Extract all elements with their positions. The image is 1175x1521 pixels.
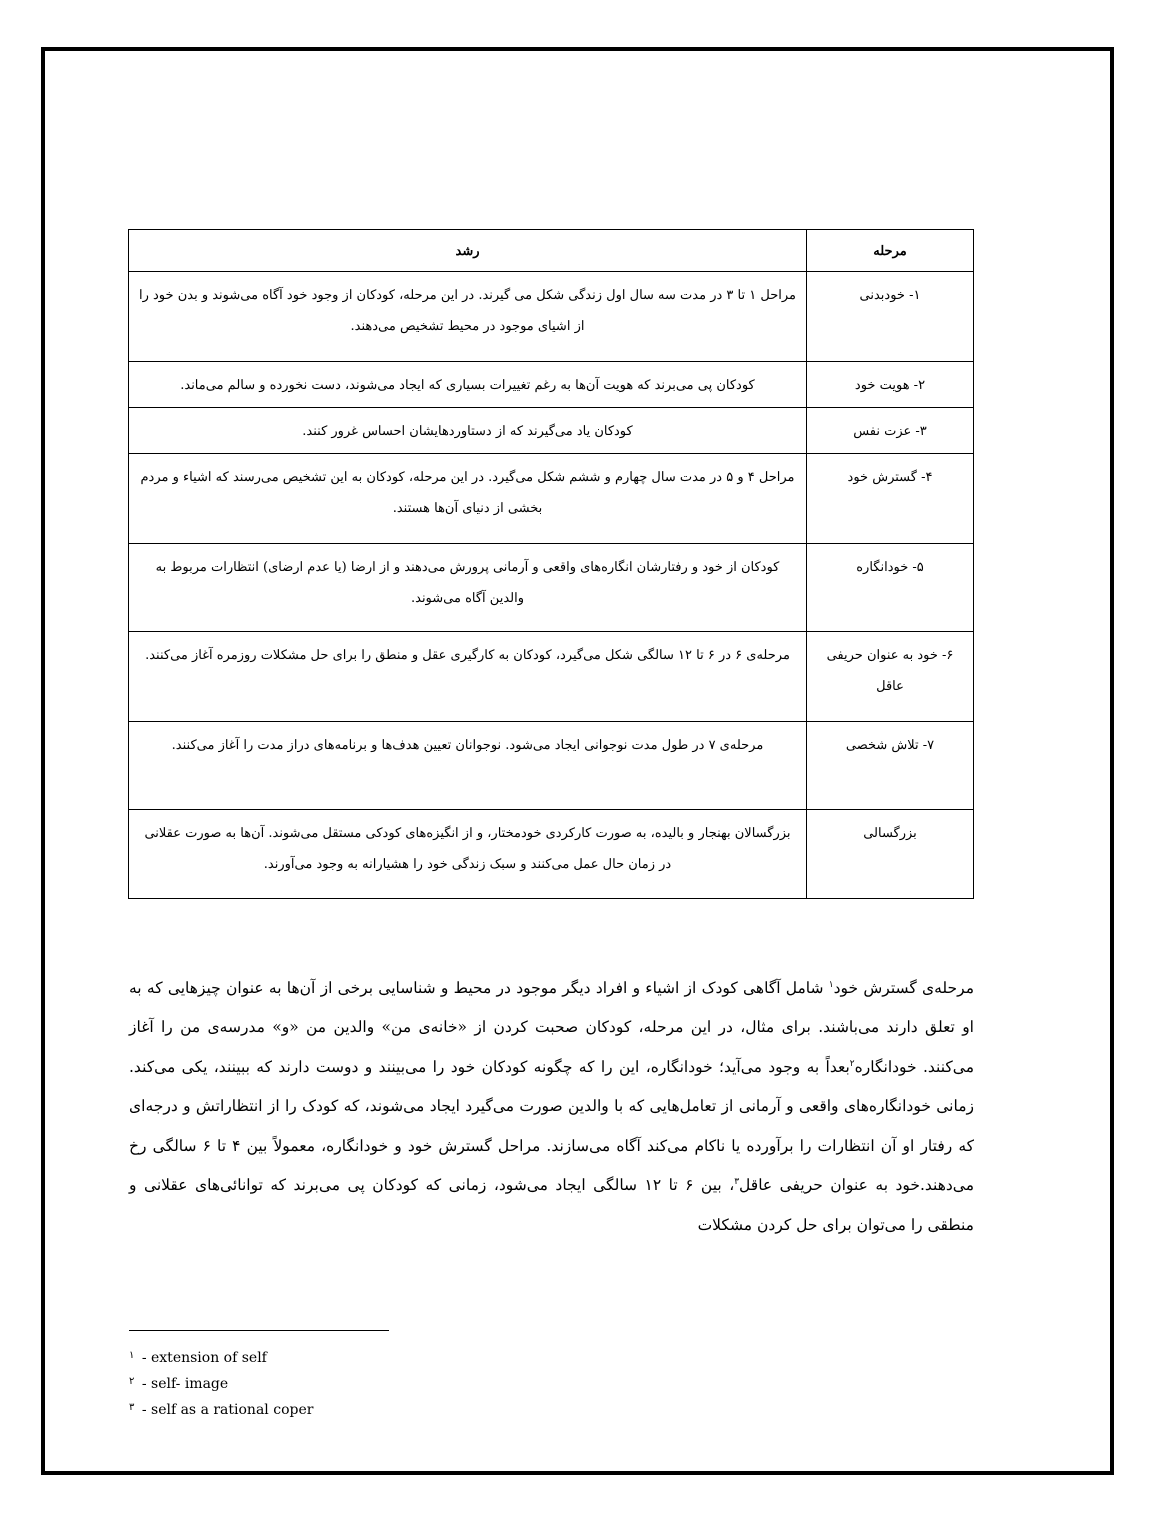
development-stages-table: [128, 229, 974, 899]
body-text-part: شامل آگاهی کودک از اشیاء و افراد دیگر موجود در محیط و شناسایی برخی از آن‌ها به عنوان چیزهایی که به او تعلق دارند می‌باشند. برای مثال، در این مرحله، کودکان صحبت کردن از «خانه‌ی من» والدین من «و» مدرسه‌ی من را آغاز می‌کنند. خودانگاره: [129, 978, 974, 1076]
stage-cell: ۴- گسترش خود: [807, 454, 974, 544]
footnote-text: - self- image: [137, 1376, 229, 1392]
table-row: [129, 810, 974, 899]
body-paragraph: [129, 969, 974, 1246]
growth-cell: بزرگسالان بهنجار و بالیده، به صورت کارکردی خودمختار، و از انگیزه‌های کودکی مستقل می‌شوند. آن‌ها به صورت عقلانی در زمان حال عمل می‌کنند و سبک زندگی خود را هشیارانه به وجود می‌آورند.: [129, 810, 807, 899]
footnote: [129, 1345, 629, 1371]
table-row: [129, 272, 974, 362]
table-row: [129, 362, 974, 408]
growth-cell: کودکان یاد می‌گیرند که از دستاوردهایشان احساس غرور کنند.: [129, 408, 807, 454]
growth-cell: کودکان پی می‌برند که هویت آن‌ها به رغم تغییرات بسیاری که ایجاد می‌شوند، دست نخورده و سالم می‌ماند.: [129, 362, 807, 408]
stage-cell: ۵- خودانگاره: [807, 544, 974, 632]
stage-cell: ۱- خودبدنی: [807, 272, 974, 362]
footnote-text: - self as a rational coper: [137, 1402, 314, 1418]
footnote-number: ۳: [129, 1402, 135, 1413]
footnote-separator: [129, 1330, 389, 1331]
stage-cell: بزرگسالی: [807, 810, 974, 899]
stage-cell: ۶- خود به عنوان حریفی عاقل: [807, 632, 974, 722]
table-row: [129, 544, 974, 632]
growth-cell: مرحله‌ی ۷ در طول مدت نوجوانی ایجاد می‌شود. نوجوانان تعیین هدف‌ها و برنامه‌های دراز مدت را آغاز می‌کنند.: [129, 722, 807, 810]
footnote: [129, 1371, 629, 1397]
footnote-ref: ۲: [849, 1058, 855, 1069]
body-text-part: بعداً به وجود می‌آید؛ خودانگاره، این را که چگونه کودکان خود را می‌بینند و دوست دارند که ببینند، یکی می‌کند. زمانی خودانگاره‌های واقعی و آرمانی از تعامل‌هایی که با والدین صورت می‌گیرد ایجاد می‌شوند، که کودک را از انتظاراتش و درجه‌ای که رفتار او آن انتظارات را برآورده یا ناکام می‌کند آگاه می‌سازند. مراحل گسترش خود و خودانگاره، معمولاً بین ۴ تا ۶ سالگی رخ می‌دهند.خود به عنوان حریفی عاقل: [129, 1057, 975, 1194]
growth-cell: مراحل ۱ تا ۳ در مدت سه سال اول زندگی شکل می گیرند. در این مرحله، کودکان از وجود خود آگاه می‌شوند و بدن خود را از اشیای موجود در محیط تشخیص می‌دهند.: [129, 272, 807, 362]
footnote: [129, 1397, 629, 1423]
table-row: [129, 722, 974, 810]
body-text-part: ، بین ۶ تا ۱۲ سالگی ایجاد می‌شود، زمانی که کودکان پی می‌برند که توانائی‌های عقلانی و منطقی را می‌توان برای حل کردن مشکلات: [129, 1176, 974, 1234]
stage-cell: ۲- هویت خود: [807, 362, 974, 408]
footnote-text: - extension of self: [137, 1350, 267, 1366]
table-row: [129, 632, 974, 722]
header-growth: رشد: [129, 230, 807, 272]
growth-cell: مرحله‌ی ۶ در ۶ تا ۱۲ سالگی شکل می‌گیرد، کودکان به کارگیری عقل و منطق را برای حل مشکلات روزمره آغاز می‌کنند.: [129, 632, 807, 722]
footnotes: [129, 1345, 629, 1423]
stage-cell: ۳- عزت نفس: [807, 408, 974, 454]
table-row: [129, 454, 974, 544]
body-text-part: مرحله‌ی گسترش خود: [833, 978, 974, 997]
stage-cell: ۷- تلاش شخصی: [807, 722, 974, 810]
footnote-ref: ۳: [734, 1176, 740, 1187]
header-stage: مرحله: [807, 230, 974, 272]
growth-cell: کودکان از خود و رفتارشان انگاره‌های واقعی و آرمانی پرورش می‌دهند و از ارضا (یا عدم ارضای) انتظارات مربوط به والدین آگاه می‌شوند.: [129, 544, 807, 632]
table-row: [129, 408, 974, 454]
growth-cell: مراحل ۴ و ۵ در مدت سال چهارم و ششم شکل می‌گیرد. در این مرحله، کودکان به این تشخیص می‌رسند که اشیاء و مردم بخشی از دنیای آن‌ها هستند.: [129, 454, 807, 544]
footnote-ref: ۱: [828, 979, 834, 990]
footnote-number: ۲: [129, 1376, 135, 1387]
table-header-row: [129, 230, 974, 272]
footnote-number: ۱: [129, 1350, 135, 1361]
